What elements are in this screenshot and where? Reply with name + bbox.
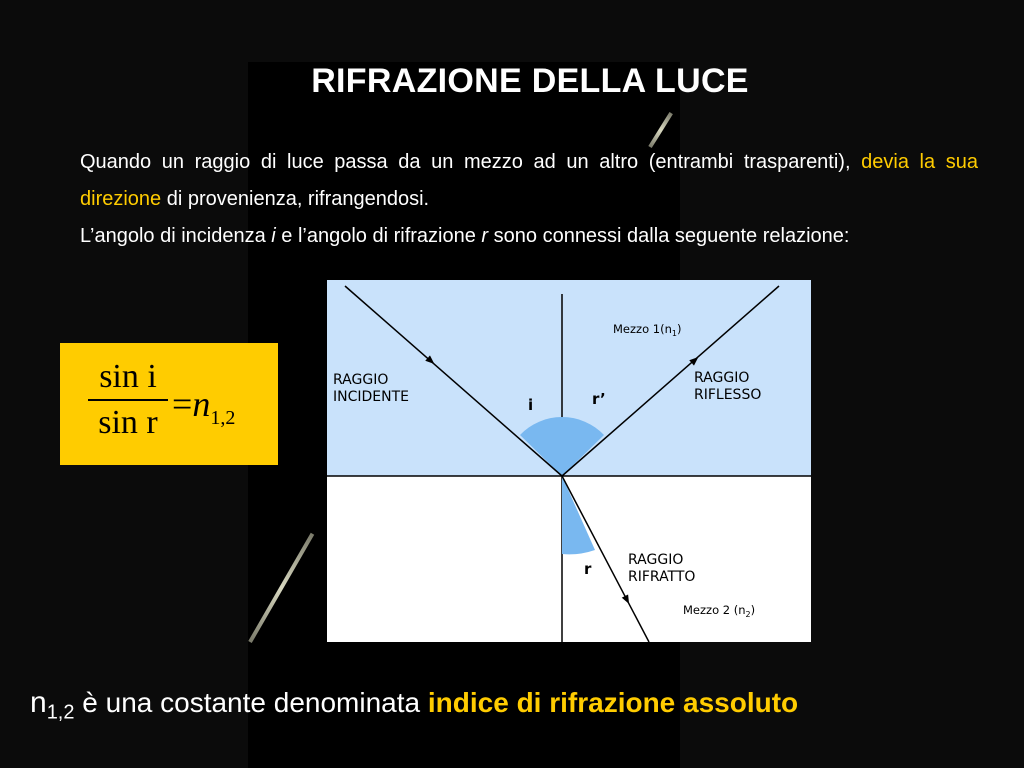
paragraph-text: sono connessi dalla seguente relazione: — [493, 225, 850, 247]
formula-numerator: sin i — [99, 358, 157, 395]
reflected-ray-label: RAGGIO RIFLESSO — [694, 370, 762, 403]
paragraph-text: di provenienza, rifrangendosi. — [166, 188, 430, 210]
refraction-symbol: r — [481, 225, 489, 247]
slide-title: RIFRAZIONE DELLA LUCE — [311, 62, 749, 100]
equals-sign: = — [172, 384, 193, 424]
formula-fraction — [88, 357, 168, 443]
paragraph-text: L’angolo di incidenza — [80, 225, 266, 247]
angle-r-prime-label: r’ — [592, 390, 606, 408]
formula-denominator: sin r — [98, 404, 158, 441]
index-symbol: n — [30, 686, 47, 719]
angle-i-label: i — [528, 396, 534, 414]
angle-r-label: r — [584, 560, 592, 578]
refracted-ray-label: RAGGIO RIFRATTO — [628, 552, 696, 585]
highlight-text: devia la sua direzione — [80, 151, 978, 210]
intro-paragraph — [80, 144, 978, 255]
refraction-diagram-svg — [327, 280, 811, 642]
fraction-bar — [88, 399, 168, 401]
definition-highlight: indice di rifrazione assoluto — [427, 687, 799, 718]
paragraph-text: e l’angolo di rifrazione — [281, 225, 476, 247]
formula-rhs — [172, 383, 235, 430]
index-subscript: 1,2 — [46, 701, 75, 724]
incidence-symbol: i — [271, 225, 276, 247]
snell-formula-box — [60, 343, 278, 465]
definition-text: è una costante denominata — [82, 687, 421, 718]
definition-line — [30, 686, 798, 725]
index-symbol: n — [192, 384, 211, 424]
index-subscript: 1,2 — [210, 407, 236, 430]
medium-2-label: Mezzo 2 $(n_2)$ — [683, 603, 756, 619]
incident-ray-label: RAGGIO INCIDENTE — [333, 372, 410, 405]
medium-1-label: Mezzo $1(n_1)$ — [613, 322, 682, 338]
refraction-diagram — [327, 280, 811, 642]
paragraph-text: Quando un raggio di luce passa da un mezzo ad un altro (entrambi trasparenti), — [80, 151, 851, 173]
